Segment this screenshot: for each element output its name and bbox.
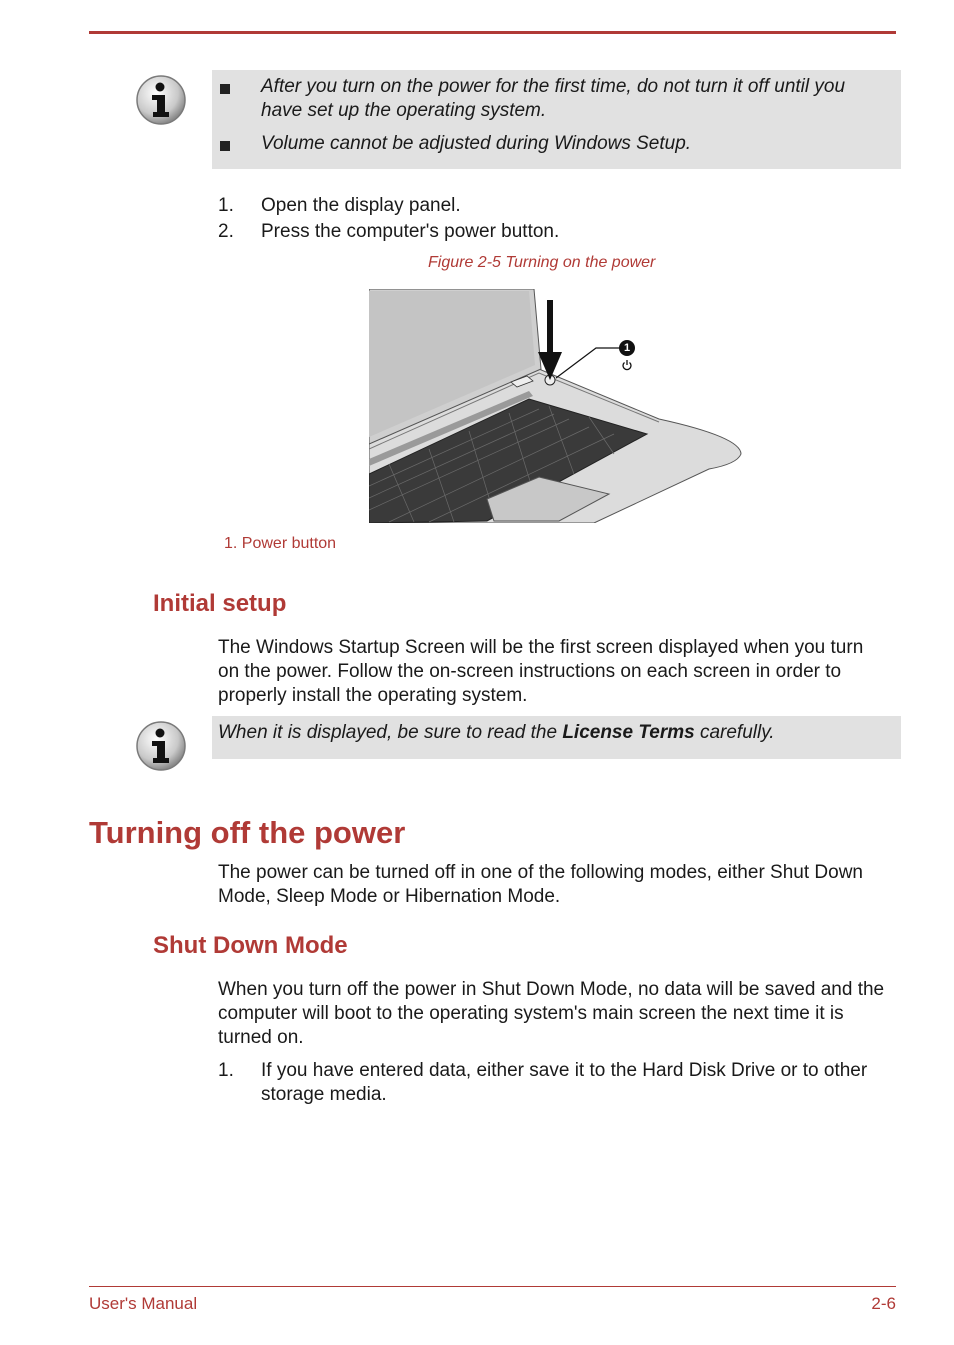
step-text: Open the display panel.: [261, 195, 461, 216]
footer-manual-title: User's Manual: [89, 1294, 198, 1313]
note-bullet-text: Volume cannot be adjusted during Windows Setup.: [261, 133, 692, 154]
bullet-square-icon: [220, 84, 230, 94]
info-icon: [135, 74, 187, 126]
section-paragraph: The power can be turned off in one of the following modes, either Shut Down Mode, Sleep Mode or Hibernation Mode.: [218, 862, 863, 907]
page-number: 2-6: [871, 1294, 896, 1313]
step-number: 1.: [218, 1060, 234, 1081]
license-terms-emphasis: License Terms: [562, 722, 695, 743]
power-icon: [621, 358, 633, 370]
note-box: [212, 70, 901, 169]
figure-legend: 1. Power button: [224, 535, 337, 552]
figure-caption: Figure 2-5 Turning on the power: [428, 254, 656, 271]
note-text-end: carefully.: [694, 722, 775, 743]
section-paragraph: The Windows Startup Screen will be the first screen displayed when you turn on the power. Follow the on-screen instructions on each screen in order to properly install the operating system.: [218, 637, 864, 706]
note-text-start: When it is displayed, be sure to read the: [218, 722, 563, 743]
note-bullet: [212, 75, 901, 123]
note-bullet-text: After you turn on the power for the first time, do not turn it off until you have set up the operating system.: [261, 76, 846, 121]
step-number: 1.: [218, 195, 234, 216]
step-text: If you have entered data, either save it to the Hard Disk Drive or to other storage media.: [261, 1060, 868, 1105]
note-text: [218, 721, 775, 745]
section-heading: Shut Down Mode: [153, 932, 348, 959]
section-heading: Initial setup: [153, 590, 287, 617]
section-paragraph: When you turn off the power in Shut Down Mode, no data will be saved and the computer will boot to the operating system's main screen the next time it is turned on.: [218, 979, 885, 1048]
step-text: Press the computer's power button.: [261, 221, 560, 242]
step-number: 2.: [218, 221, 234, 242]
header-rule: [89, 31, 896, 34]
note-bullet: [212, 132, 901, 156]
info-icon: [135, 720, 187, 772]
note-box: [212, 716, 901, 759]
bullet-square-icon: [220, 141, 230, 151]
callout-number: 1: [619, 340, 635, 356]
chapter-heading: Turning off the power: [89, 815, 406, 850]
footer-rule: [89, 1286, 896, 1287]
